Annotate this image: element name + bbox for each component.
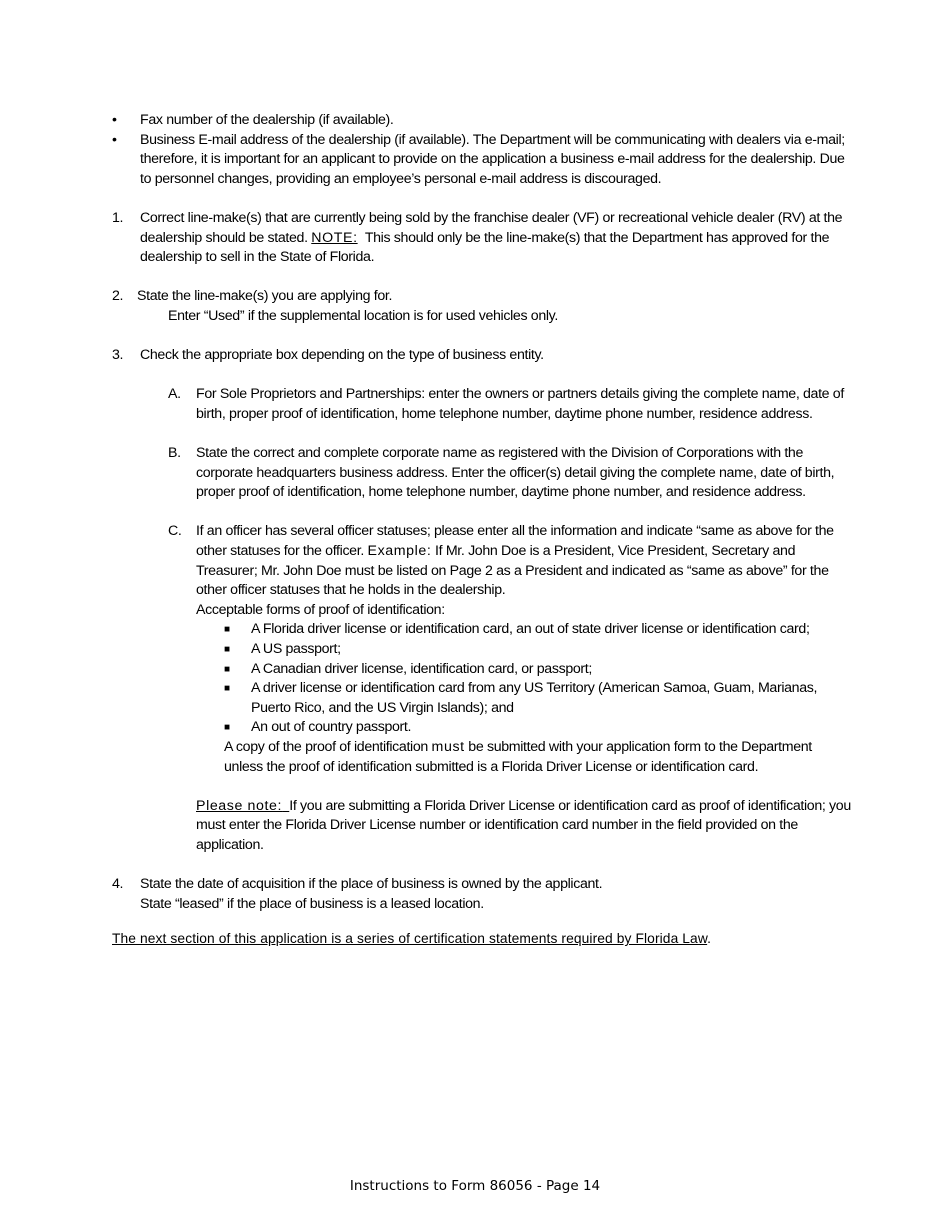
- item-3: [112, 346, 852, 366]
- item-3-a-text: For Sole Proprietors and Partnerships: enter the owners or partners details giving the complete name, date of birth, proper proof of identification, home telephone number, daytime phone number, residence address.: [196, 386, 844, 422]
- item-3-a: [112, 385, 852, 424]
- item-4-line2-row: [112, 895, 852, 915]
- proof-item-text: A US passport;: [251, 641, 341, 658]
- copy-requirement: [112, 738, 852, 777]
- proof-item: [112, 718, 852, 738]
- item-3-c-text: If an officer has several officer statuses; please enter all the information and indicate “same as above for the other statuses for the officer.: [196, 523, 834, 560]
- final-statement-text: The next section of this application is a series of certification statements required by Florida Law: [112, 931, 708, 947]
- must-emphasis: must: [431, 739, 465, 755]
- bullet-marker: •: [112, 112, 117, 128]
- square-bullet-icon: ■: [224, 683, 230, 695]
- page-footer: Instructions to Form 86056 - Page 14: [349, 1178, 601, 1194]
- item-number: 3.: [112, 347, 124, 364]
- proof-item-text: An out of country passport.: [251, 719, 412, 736]
- sub-letter: A.: [168, 386, 181, 403]
- square-bullet-icon: ■: [224, 722, 230, 734]
- item-number: 4.: [112, 876, 124, 893]
- proof-item: [112, 679, 852, 718]
- square-bullet-icon: ■: [224, 624, 230, 636]
- square-bullet-icon: ■: [224, 663, 230, 675]
- final-statement: [112, 929, 852, 949]
- item-number: 2.: [112, 288, 124, 305]
- copy-text: A copy of the proof of identification: [224, 739, 432, 755]
- item-4: [112, 875, 852, 895]
- proof-item: [112, 620, 852, 640]
- item-2-sub-text: Enter “Used” if the supplemental location is for used vehicles only.: [168, 307, 558, 324]
- note-text: This should only be the line-make(s) that the Department has approved for the dealership to sell in the State of Florida.: [140, 229, 830, 266]
- bullet-marker: •: [112, 131, 117, 148]
- item-3-c-example-text: If Mr. John Doe is a President, Vice President, Secretary and Treasurer; Mr. John Doe must be listed on Page 2 as a President and indicated as “same as above” for the other officer statuses that he holds in the dealership.: [196, 543, 829, 599]
- bullet-fax: [112, 111, 852, 131]
- proof-item-text: A Florida driver license or identification card, an out of state driver license or identification card;: [251, 621, 810, 638]
- note-label: NOTE:: [311, 229, 358, 246]
- item-2: [112, 287, 852, 307]
- document-body: [112, 111, 852, 949]
- proof-item: [112, 640, 852, 660]
- item-3-b: [112, 444, 852, 503]
- copy-text-rest: be submitted with your application form to the Department unless the proof of identification submitted is a Florida Driver License or identification card.: [224, 739, 812, 775]
- item-2-sub: [112, 307, 852, 327]
- please-note-label: Please note:: [196, 797, 283, 814]
- item-4-line1: State the date of acquisition if the place of business is owned by the applicant.: [140, 876, 603, 893]
- sub-letter: B.: [168, 445, 181, 462]
- item-3-b-text: State the correct and complete corporate name as registered with the Division of Corporations with the corporate headquarters business address. Enter the officer(s) detail giving the complete name, date of birth, proper proof of identification, home telephone number, daytime phone number, and residence address.: [196, 445, 835, 501]
- proof-item-text: A Canadian driver license, identification card, or passport;: [251, 660, 592, 677]
- final-period: .: [707, 931, 712, 947]
- proof-item: [112, 660, 852, 680]
- item-3-text: Check the appropriate box depending on the type of business entity.: [140, 347, 544, 364]
- bullet-text: Business E-mail address of the dealership (if available). The Department will be communicating with dealers via e-mail; therefore, it is important for an applicant to provide on the application a business e-mail address for the dealership. Due to personnel changes, providing an employee’s personal e-mail address is discouraged.: [140, 131, 845, 187]
- item-1: [112, 209, 852, 268]
- item-4-line2: State “leased” if the place of business is a leased location.: [140, 895, 484, 912]
- item-1-text: Correct line-make(s) that are currently being sold by the franchise dealer (VF) or recreational vehicle dealer (RV) at the dealership should be stated.: [140, 209, 843, 246]
- square-bullet-icon: ■: [224, 644, 230, 656]
- proof-item-text: A driver license or identification card from any US Territory (American Samoa, Guam, Marianas, Puerto Rico, and the US Virgin Islands); and: [251, 680, 818, 716]
- item-number: 1.: [112, 209, 124, 226]
- example-label: Example:: [367, 543, 432, 560]
- bullet-email: [112, 131, 852, 190]
- bullet-text: Fax number of the dealership (if available).: [140, 112, 394, 128]
- proof-heading: [112, 601, 852, 621]
- please-note-text: If you are submitting a Florida Driver License or identification card as proof of identification; you must enter the Florida Driver License number or identification card number in the field provided on the application.: [196, 797, 851, 853]
- please-note: [112, 797, 852, 856]
- sub-letter: C.: [168, 523, 182, 540]
- proof-heading-text: Acceptable forms of proof of identification:: [196, 601, 445, 618]
- item-2-text: State the line-make(s) you are applying for.: [137, 288, 393, 305]
- item-3-c: [112, 522, 852, 600]
